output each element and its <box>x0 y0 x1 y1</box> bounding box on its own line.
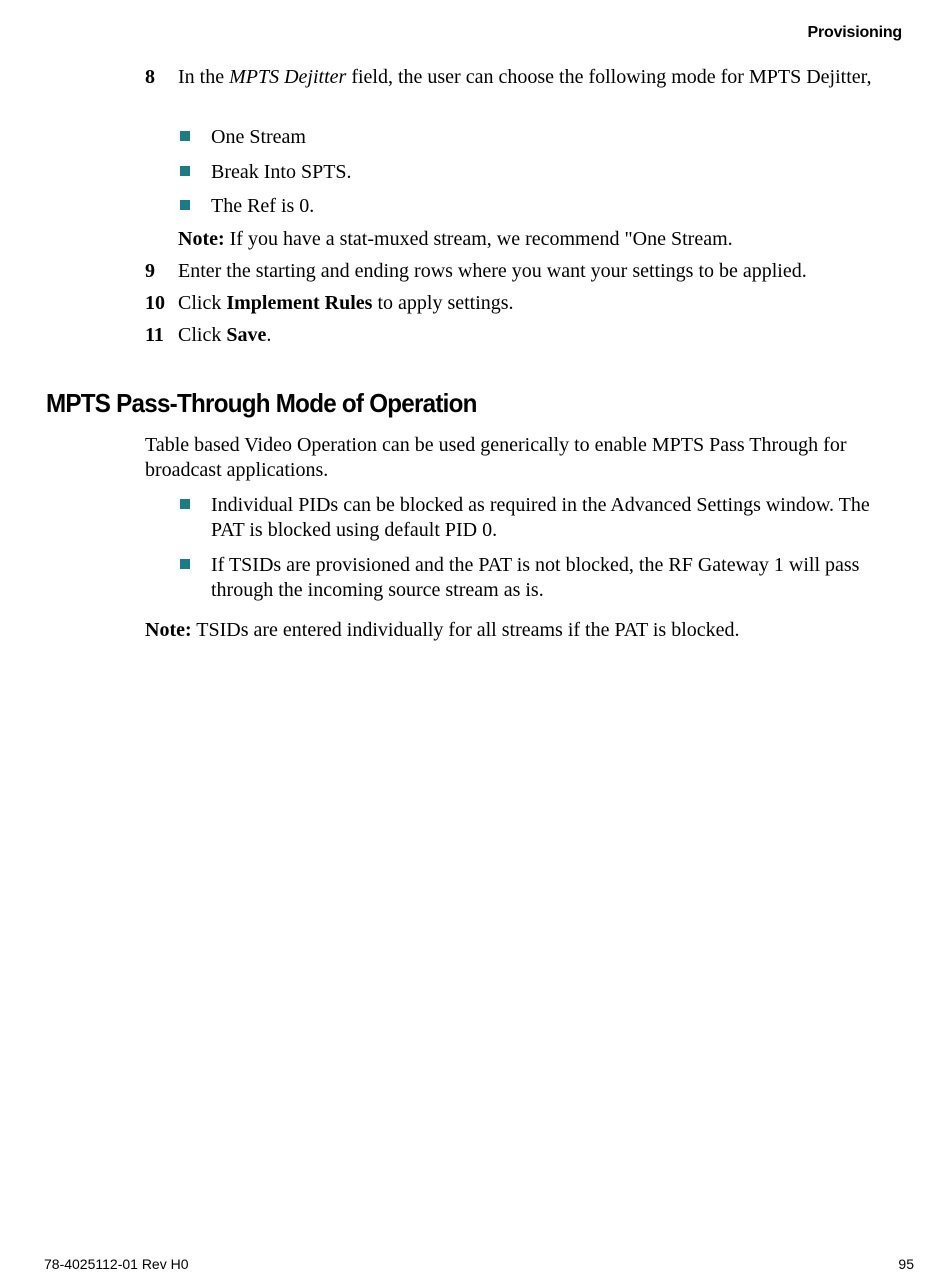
step-number: 9 <box>145 260 155 282</box>
step-8 <box>145 65 905 90</box>
running-header: Provisioning <box>807 24 902 41</box>
page-number: 95 <box>898 1256 914 1272</box>
list-item: If TSIDs are provisioned and the PAT is not blocked, the RF Gateway 1 will pass through the incoming source stream as is. <box>178 553 898 603</box>
step-text: Enter the starting and ending rows where you want your settings to be applied. <box>178 260 807 282</box>
bullet-square-icon <box>180 166 190 176</box>
step-number: 8 <box>145 66 155 88</box>
field-name: MPTS Dejitter <box>229 66 347 88</box>
dejitter-mode-list <box>178 125 898 219</box>
bullet-square-icon <box>180 499 190 509</box>
document-number: 78-4025112-01 Rev H0 <box>44 1256 189 1272</box>
list-item: Break Into SPTS. <box>178 160 898 185</box>
step-number: 11 <box>145 324 164 346</box>
list-item: The Ref is 0. <box>178 194 898 219</box>
section-note: Note: TSIDs are entered individually for all streams if the PAT is blocked. <box>145 619 740 641</box>
step-10 <box>145 291 905 316</box>
step-11 <box>145 323 905 348</box>
list-item: Individual PIDs can be blocked as required in the Advanced Settings window. The PAT is blocked using default PID 0. <box>178 493 898 543</box>
step-text: Click Save. <box>178 324 272 346</box>
step-text: Click Implement Rules to apply settings. <box>178 292 514 314</box>
step-number: 10 <box>145 292 165 314</box>
step-note: Note: If you have a stat-muxed stream, we recommend "One Stream. <box>178 228 733 250</box>
intro-paragraph: Table based Video Operation can be used generically to enable MPTS Pass Through for broadcast applications. <box>145 434 847 481</box>
pass-through-list <box>178 493 898 603</box>
list-item: One Stream <box>178 125 898 150</box>
ui-term: Implement Rules <box>226 292 373 314</box>
bullet-square-icon <box>180 200 190 210</box>
bullet-square-icon <box>180 131 190 141</box>
bullet-square-icon <box>180 559 190 569</box>
ui-term: Save <box>226 324 267 346</box>
step-text: In the MPTS Dejitter field, the user can choose the following mode for MPTS Dejitter, <box>178 66 872 88</box>
step-9 <box>145 259 925 284</box>
section-heading: MPTS Pass-Through Mode of Operation <box>46 388 477 418</box>
